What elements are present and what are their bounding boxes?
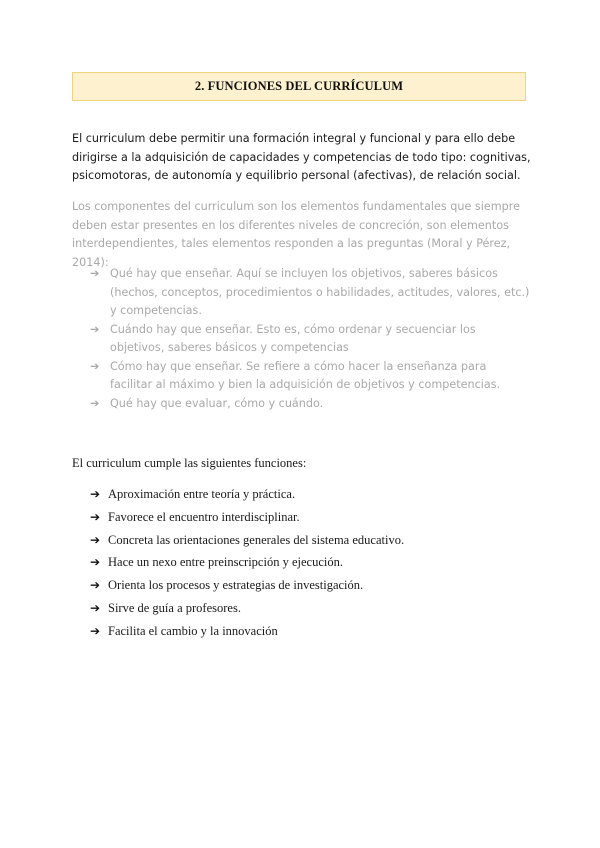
list-item-text: Cuándo hay que enseñar. Esto es, cómo ordenar y secuenciar los objetivos, saberes básicos y competencias bbox=[110, 322, 476, 354]
list-item bbox=[90, 358, 530, 395]
list-item-text: Hace un nexo entre preinscripción y ejecución. bbox=[108, 555, 343, 570]
functions-intro: El curriculum cumple las siguientes funciones: bbox=[72, 456, 307, 470]
arrow-right-icon: ➔ bbox=[90, 267, 100, 280]
arrow-right-icon: ➔ bbox=[90, 555, 101, 570]
list-item bbox=[90, 265, 530, 321]
arrow-right-icon: ➔ bbox=[90, 396, 100, 410]
arrow-right-icon: ➔ bbox=[90, 623, 101, 638]
functions-list bbox=[90, 483, 530, 643]
list-item bbox=[90, 551, 530, 574]
arrow-right-icon: ➔ bbox=[90, 359, 100, 373]
arrow-right-icon: ➔ bbox=[90, 322, 100, 336]
list-item-text: Qué hay que enseñar. Aquí se incluyen los objetivos, saberes básicos (hechos, conceptos, procedimientos o habilidades, actitudes, valores, etc.) y competencias. bbox=[110, 267, 530, 317]
list-item-text: Favorece el encuentro interdisciplinar. bbox=[108, 509, 300, 524]
list-item-text: Facilita el cambio y la innovación bbox=[108, 623, 278, 638]
components-list bbox=[90, 265, 530, 413]
list-item bbox=[90, 529, 530, 552]
arrow-right-icon: ➔ bbox=[90, 600, 101, 615]
arrow-right-icon: ➔ bbox=[90, 509, 101, 524]
list-item-text: Orienta los procesos y estrategias de investigación. bbox=[108, 578, 364, 593]
list-item bbox=[90, 483, 530, 506]
intro-paragraph: El curriculum debe permitir una formación integral y funcional y para ello debe dirigirse a la adquisición de capacidades y competencias de todo tipo: cognitivas, psicomotoras, de autonomía y equilibrio personal (afectivas), de relación social. bbox=[72, 132, 531, 182]
arrow-right-icon: ➔ bbox=[90, 487, 101, 501]
list-item-text: Aproximación entre teoría y práctica. bbox=[108, 487, 296, 501]
list-item bbox=[90, 620, 530, 643]
list-item bbox=[90, 574, 530, 597]
list-item-text: Sirve de guía a profesores. bbox=[108, 600, 241, 615]
arrow-right-icon: ➔ bbox=[90, 578, 101, 593]
list-item-text: Concreta las orientaciones generales del sistema educativo. bbox=[108, 532, 405, 547]
list-item bbox=[90, 321, 530, 358]
arrow-right-icon: ➔ bbox=[90, 532, 101, 547]
section-title: 2. FUNCIONES DEL CURRÍCULUM bbox=[194, 79, 404, 93]
list-item bbox=[90, 506, 530, 529]
list-item-text: Cómo hay que enseñar. Se refiere a cómo hacer la enseñanza para facilitar al máximo y bien la adquisición de objetivos y competencias. bbox=[110, 359, 501, 391]
list-item bbox=[90, 597, 530, 620]
section-heading-box bbox=[72, 72, 526, 101]
list-item-text: Qué hay que evaluar, cómo y cuándo. bbox=[110, 396, 324, 410]
components-paragraph: Los componentes del curriculum son los elementos fundamentales que siempre deben estar presentes en los diferentes niveles de concreción, son elementos interdependientes, tales elementos responden a las preguntas (Moral y Pérez, 2014): bbox=[72, 200, 520, 269]
list-item bbox=[90, 395, 530, 414]
